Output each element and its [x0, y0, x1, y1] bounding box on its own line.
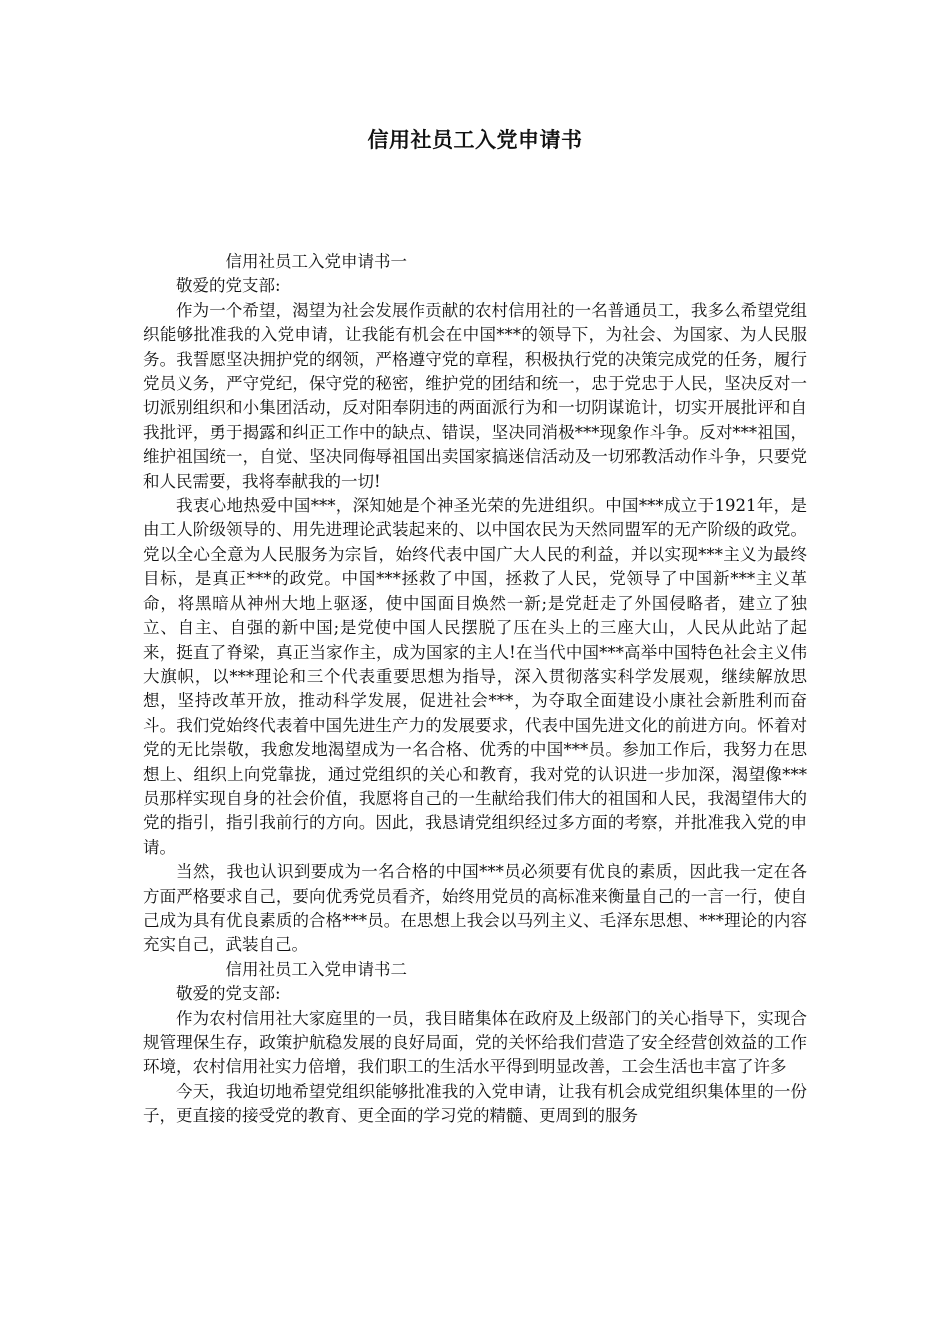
- paragraph: 作为农村信用社大家庭里的一员，我目睹集体在政府及上级部门的关心指导下，实现合规管理保生存，政策护航稳发展的良好局面，党的关怀给我们营造了安全经营创效益的工作环境，农村信用社实力倍增，我们职工的生活水平得到明显改善，工会生活也丰富了许多: [143, 1008, 807, 1077]
- paragraph: 今天，我迫切地希望党组织能够批准我的入党申请，让我有机会成党组织集体里的一份子，更直接的接受党的教育、更全面的学习党的精髓、更周到的服务: [143, 1081, 807, 1126]
- document-body: [143, 250, 807, 1129]
- document-title: 信用社员工入党申请书: [367, 128, 583, 152]
- paragraph: 我衷心地热爱中国***，深知她是个神圣光荣的先进组织。中国***成立于1921年，是由工人阶级领导的、用先进理论武装起来的、以中国农民为天然同盟军的无产阶级的政党。党以全心全意为人民服务为宗旨，始终代表中国广大人民的利益，并以实现***主义为最终目标，是真正***的政党。中国***拯救了中国，拯救了人民，党领导了中国新***主义革命，将黑暗从神州大地上驱逐，使中国面目焕然一新;是党赶走了外国侵略者，建立了独立、自主、自强的新中国;是党使中国人民摆脱了压在头上的三座大山，人民从此站了起来，挺直了脊梁，真正当家作主，成为国家的主人!在当代中国***高举中国特色社会主义伟大旗帜，以***理论和三个代表重要思想为指导，深入贯彻落实科学发展观，继续解放思想，坚持改革开放，推动科学发展，促进社会***，为夺取全面建设小康社会新胜利而奋斗。我们党始终代表着中国先进生产力的发展要求，代表中国先进文化的前进方向。怀着对党的无比崇敬，我愈发地渴望成为一名合格、优秀的中国***员。参加工作后，我努力在思想上、组织上向党靠拢，通过党组织的关心和教育，我对党的认识进一步加深，渴望像***员那样实现自身的社会价值，我愿将自己的一生献给我们伟大的祖国和人民，我渴望伟大的党的指引，指引我前行的方向。因此，我恳请党组织经过多方面的考察，并批准我入党的申请。: [143, 496, 807, 857]
- salutation: 敬爱的党支部:: [176, 276, 281, 296]
- salutation: 敬爱的党支部:: [176, 984, 281, 1004]
- section-heading: 信用社员工入党申请书一: [225, 252, 407, 271]
- paragraph: 作为一个希望，渴望为社会发展作贡献的农村信用社的一名普通员工，我多么希望党组织能够批准我的入党申请，让我能有机会在中国***的领导下，为社会、为国家、为人民服务。我誓愿坚决拥护党的纲领，严格遵守党的章程，积极执行党的决策完成党的任务，履行党员义务，严守党纪，保守党的秘密，维护党的团结和统一，忠于党忠于人民，坚决反对一切派别组织和小集团活动，反对阳奉阴违的两面派行为和一切阴谋诡计，切实开展批评和自我批评，勇于揭露和纠正工作中的缺点、错误，坚决同消极***现象作斗争。反对***祖国，维护祖国统一，自觉、坚决同侮辱祖国出卖国家搞迷信活动及一切邪教活动作斗争，只要党和人民需要，我将奉献我的一切!: [143, 300, 807, 491]
- paragraph: 当然，我也认识到要成为一名合格的中国***员必须要有优良的素质，因此我一定在各方面严格要求自己，要向优秀党员看齐，始终用党员的高标准来衡量自己的一言一行，使自己成为具有优良素质的合格***员。在思想上我会以马列主义、毛泽东思想、***理论的内容充实自己，武装自己。: [143, 862, 807, 955]
- section-heading: 信用社员工入党申请书二: [225, 959, 407, 979]
